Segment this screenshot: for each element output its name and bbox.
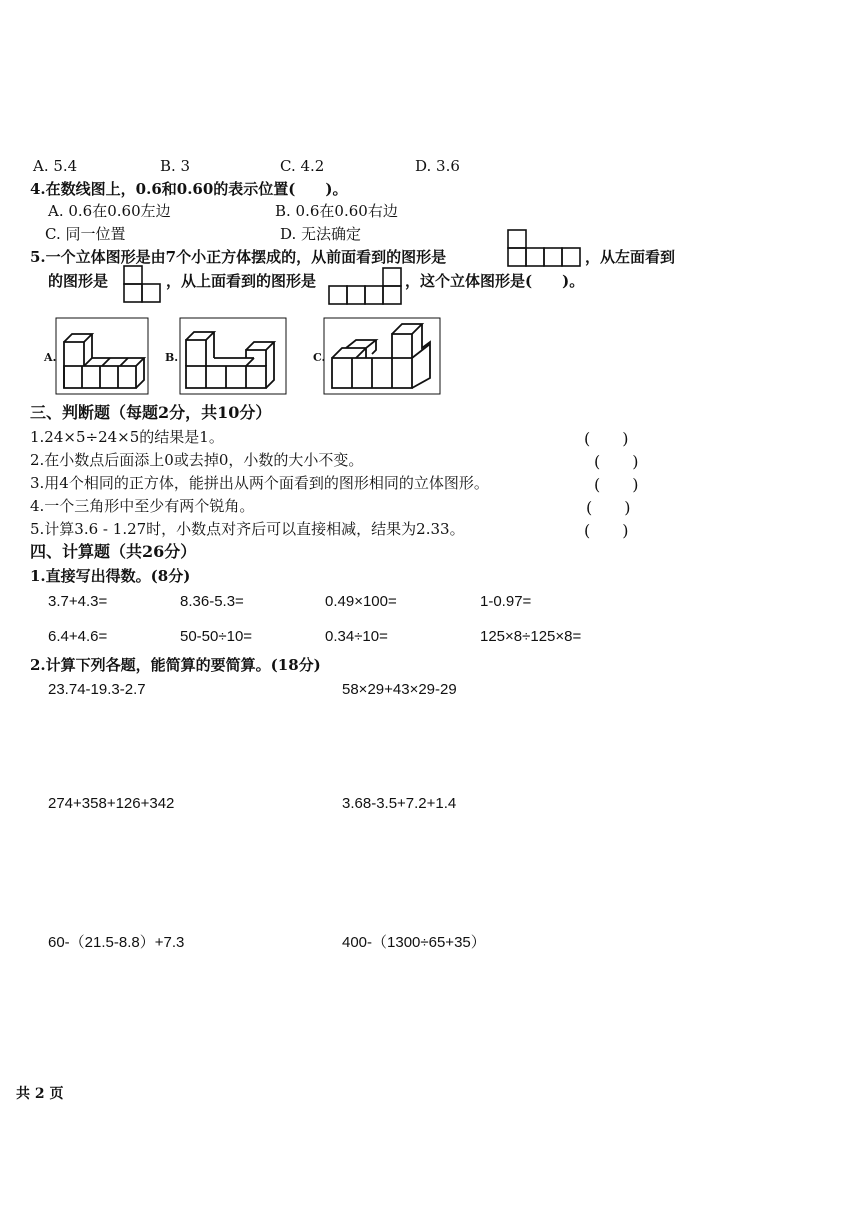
page-footer: 共 2 页 xyxy=(16,1086,64,1102)
q5-option-c-figure xyxy=(322,316,442,396)
q5-front-view-figure xyxy=(506,228,582,268)
q3-option-a: A. 5.4 xyxy=(33,157,78,175)
q4-stem: 4.在数线图上，0.6和0.60的表示位置( )。 xyxy=(30,180,348,198)
judge-item-5: 5.计算3.6 - 1.27时，小数点对齐后可以直接相减，结果为2.33。 xyxy=(30,520,465,538)
calc-expr-1: 23.74-19.3-2.7 xyxy=(48,681,146,698)
section4-part2-title: 2.计算下列各题，能简算的要简算。(18分) xyxy=(30,656,321,674)
section4-part1-title: 1.直接写出得数。(8分) xyxy=(30,567,191,585)
q3-option-c: C. 4.2 xyxy=(280,157,325,175)
judge-item-3: 3.用4个相同的正方体，能拼出从两个面看到的图形相同的立体图形。 xyxy=(30,474,489,492)
oral-calc-1: 3.7+4.3= xyxy=(48,593,108,610)
q4-option-d: D. 无法确定 xyxy=(280,225,362,243)
q5-option-b-label: B. xyxy=(165,351,179,364)
q5-option-b-figure xyxy=(178,316,288,396)
oral-calc-2: 8.36-5.3= xyxy=(180,593,244,610)
q5-stem-part1: 5.一个立体图形是由7个小正方体摆成的，从前面看到的图形是 xyxy=(30,248,447,266)
oral-calc-8: 125×8÷125×8= xyxy=(480,628,582,645)
q5-option-a-label: A. xyxy=(44,351,57,364)
judge-answer-blank-3[interactable]: ( ) xyxy=(594,475,639,494)
judge-answer-blank-1[interactable]: ( ) xyxy=(584,429,629,448)
oral-calc-3: 0.49×100= xyxy=(325,593,397,610)
q4-option-a: A. 0.6在0.60左边 xyxy=(48,202,171,220)
oral-calc-4: 1-0.97= xyxy=(480,593,532,610)
q4-option-c: C. 同一位置 xyxy=(45,225,126,243)
calc-expr-2: 58×29+43×29-29 xyxy=(342,681,457,698)
q5-stem-part2: ，从左面看到 xyxy=(585,248,676,266)
q5-stem-part4: ，从上面看到的图形是 xyxy=(166,272,317,290)
judge-item-4: 4.一个三角形中至少有两个锐角。 xyxy=(30,497,255,515)
q5-stem-part5: ，这个立体图形是( )。 xyxy=(405,272,585,290)
judge-item-1: 1.24×5÷24×5的结果是1。 xyxy=(30,428,224,446)
oral-calc-6: 50-50÷10= xyxy=(180,628,253,645)
judge-item-2: 2.在小数点后面添上0或去掉0，小数的大小不变。 xyxy=(30,451,364,469)
section4-title: 四、计算题（共26分） xyxy=(30,542,197,561)
q5-left-view-figure xyxy=(122,264,162,304)
q5-stem-part3: 的图形是 xyxy=(48,272,109,290)
oral-calc-7: 0.34÷10= xyxy=(325,628,388,645)
judge-answer-blank-5[interactable]: ( ) xyxy=(584,521,629,540)
q4-option-b: B. 0.6在0.60右边 xyxy=(275,202,398,220)
q3-option-b: B. 3 xyxy=(160,157,191,175)
judge-answer-blank-2[interactable]: ( ) xyxy=(594,452,639,471)
calc-expr-6: 400-（1300÷65+35） xyxy=(342,934,486,951)
judge-answer-blank-4[interactable]: ( ) xyxy=(586,498,631,517)
q3-option-d: D. 3.6 xyxy=(415,157,460,175)
q5-top-view-figure xyxy=(327,266,403,306)
oral-calc-5: 6.4+4.6= xyxy=(48,628,108,645)
q5-option-c-label: C. xyxy=(313,351,326,364)
calc-expr-4: 3.68-3.5+7.2+1.4 xyxy=(342,795,457,812)
q5-option-a-figure xyxy=(54,316,150,396)
calc-expr-3: 274+358+126+342 xyxy=(48,795,175,812)
section3-title: 三、判断题（每题2分，共10分） xyxy=(30,403,272,422)
calc-expr-5: 60-（21.5-8.8）+7.3 xyxy=(48,934,185,951)
